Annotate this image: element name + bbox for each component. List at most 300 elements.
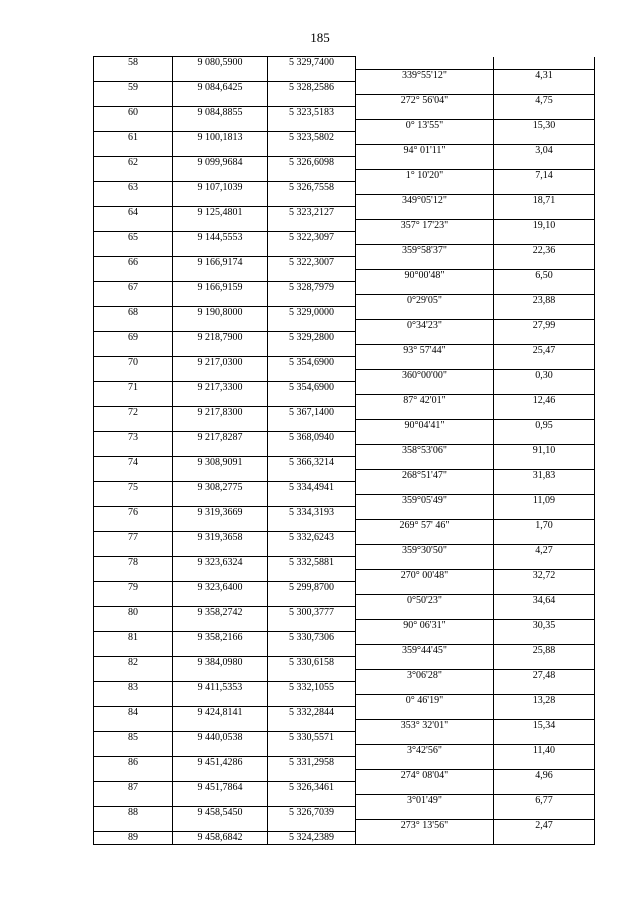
segment-row bbox=[94, 519, 595, 532]
empty-distance-cell bbox=[494, 707, 595, 720]
direction-angle-cell: 90°04'41" bbox=[356, 419, 494, 432]
point-number-cell: 76 bbox=[94, 507, 173, 520]
y-coordinate-cell: 5 334,3193 bbox=[268, 507, 356, 520]
empty-cell bbox=[94, 94, 173, 107]
direction-angle-cell: 93° 57'44" bbox=[356, 344, 494, 357]
empty-cell bbox=[94, 269, 173, 282]
x-coordinate-cell: 9 358,2166 bbox=[173, 632, 268, 645]
empty-cell bbox=[173, 94, 268, 107]
point-number-cell: 80 bbox=[94, 607, 173, 620]
segment-length-cell: 23,88 bbox=[494, 294, 595, 307]
empty-distance-cell bbox=[494, 832, 595, 845]
empty-cell bbox=[268, 344, 356, 357]
x-coordinate-cell: 9 099,9684 bbox=[173, 157, 268, 170]
direction-angle-cell: 359°05'49" bbox=[356, 494, 494, 507]
empty-angle-cell bbox=[356, 557, 494, 570]
segment-row bbox=[94, 94, 595, 107]
empty-cell bbox=[173, 769, 268, 782]
empty-cell bbox=[173, 794, 268, 807]
empty-cell bbox=[94, 369, 173, 382]
segment-length-cell: 7,14 bbox=[494, 169, 595, 182]
segment-row bbox=[94, 694, 595, 707]
empty-cell bbox=[173, 319, 268, 332]
segment-row bbox=[94, 419, 595, 432]
direction-angle-cell: 3°06'28" bbox=[356, 669, 494, 682]
segment-length-cell: 34,64 bbox=[494, 594, 595, 607]
segment-row bbox=[94, 169, 595, 182]
direction-angle-cell: 270° 00'48" bbox=[356, 569, 494, 582]
direction-angle-cell: 273° 13'56" bbox=[356, 819, 494, 832]
empty-cell bbox=[94, 719, 173, 732]
y-coordinate-cell: 5 332,6243 bbox=[268, 532, 356, 545]
empty-cell bbox=[94, 494, 173, 507]
empty-angle-cell bbox=[356, 357, 494, 370]
segment-length-cell: 2,47 bbox=[494, 819, 595, 832]
segment-row bbox=[94, 719, 595, 732]
segment-row bbox=[94, 569, 595, 582]
empty-cell bbox=[94, 619, 173, 632]
empty-cell bbox=[94, 244, 173, 257]
empty-distance-cell bbox=[494, 632, 595, 645]
point-row bbox=[94, 407, 595, 420]
y-coordinate-cell: 5 323,5183 bbox=[268, 107, 356, 120]
point-number-cell: 85 bbox=[94, 732, 173, 745]
empty-cell bbox=[173, 119, 268, 132]
point-number-cell: 87 bbox=[94, 782, 173, 795]
y-coordinate-cell: 5 322,3007 bbox=[268, 257, 356, 270]
empty-cell bbox=[268, 69, 356, 82]
segment-length-cell: 15,34 bbox=[494, 719, 595, 732]
empty-distance-cell bbox=[494, 332, 595, 345]
empty-cell bbox=[268, 169, 356, 182]
empty-angle-cell bbox=[356, 532, 494, 545]
empty-cell bbox=[268, 244, 356, 257]
y-coordinate-cell: 5 354,6900 bbox=[268, 382, 356, 395]
segment-row bbox=[94, 369, 595, 382]
segment-length-cell: 4,31 bbox=[494, 69, 595, 82]
empty-cell bbox=[268, 394, 356, 407]
empty-angle-cell bbox=[356, 57, 494, 70]
empty-cell bbox=[173, 819, 268, 832]
empty-angle-cell bbox=[356, 807, 494, 820]
direction-angle-cell: 90° 06'31" bbox=[356, 619, 494, 632]
point-number-cell: 69 bbox=[94, 332, 173, 345]
direction-angle-cell: 339°55'12" bbox=[356, 69, 494, 82]
empty-angle-cell bbox=[356, 257, 494, 270]
segment-row bbox=[94, 469, 595, 482]
empty-cell bbox=[94, 519, 173, 532]
empty-angle-cell bbox=[356, 382, 494, 395]
empty-cell bbox=[173, 194, 268, 207]
empty-angle-cell bbox=[356, 407, 494, 420]
segment-row bbox=[94, 194, 595, 207]
empty-cell bbox=[173, 219, 268, 232]
point-number-cell: 70 bbox=[94, 357, 173, 370]
x-coordinate-cell: 9 424,8141 bbox=[173, 707, 268, 720]
empty-angle-cell bbox=[356, 757, 494, 770]
point-number-cell: 61 bbox=[94, 132, 173, 145]
empty-angle-cell bbox=[356, 157, 494, 170]
segment-row bbox=[94, 544, 595, 557]
empty-distance-cell bbox=[494, 582, 595, 595]
empty-distance-cell bbox=[494, 232, 595, 245]
point-row bbox=[94, 557, 595, 570]
point-number-cell: 74 bbox=[94, 457, 173, 470]
segment-length-cell: 22,36 bbox=[494, 244, 595, 257]
segment-length-cell: 4,27 bbox=[494, 544, 595, 557]
empty-distance-cell bbox=[494, 307, 595, 320]
direction-angle-cell: 359°58'37" bbox=[356, 244, 494, 257]
empty-angle-cell bbox=[356, 782, 494, 795]
empty-angle-cell bbox=[356, 307, 494, 320]
direction-angle-cell: 360°00'00" bbox=[356, 369, 494, 382]
empty-cell bbox=[173, 694, 268, 707]
x-coordinate-cell: 9 218,7900 bbox=[173, 332, 268, 345]
empty-cell bbox=[94, 569, 173, 582]
point-row bbox=[94, 457, 595, 470]
empty-cell bbox=[94, 294, 173, 307]
y-coordinate-cell: 5 299,8700 bbox=[268, 582, 356, 595]
point-number-cell: 60 bbox=[94, 107, 173, 120]
y-coordinate-cell: 5 300,3777 bbox=[268, 607, 356, 620]
y-coordinate-cell: 5 367,1400 bbox=[268, 407, 356, 420]
empty-cell bbox=[94, 594, 173, 607]
x-coordinate-cell: 9 458,5450 bbox=[173, 807, 268, 820]
point-row bbox=[94, 357, 595, 370]
point-row bbox=[94, 582, 595, 595]
segment-length-cell: 4,75 bbox=[494, 94, 595, 107]
segment-length-cell: 27,99 bbox=[494, 319, 595, 332]
x-coordinate-cell: 9 166,9159 bbox=[173, 282, 268, 295]
empty-angle-cell bbox=[356, 657, 494, 670]
empty-cell bbox=[173, 544, 268, 557]
segment-length-cell: 91,10 bbox=[494, 444, 595, 457]
empty-cell bbox=[268, 719, 356, 732]
empty-cell bbox=[268, 419, 356, 432]
empty-cell bbox=[94, 644, 173, 657]
x-coordinate-cell: 9 451,4286 bbox=[173, 757, 268, 770]
empty-distance-cell bbox=[494, 382, 595, 395]
empty-cell bbox=[268, 669, 356, 682]
segment-row bbox=[94, 744, 595, 757]
empty-distance-cell bbox=[494, 182, 595, 195]
empty-distance-cell bbox=[494, 807, 595, 820]
empty-distance-cell bbox=[494, 782, 595, 795]
y-coordinate-cell: 5 326,7558 bbox=[268, 182, 356, 195]
empty-cell bbox=[94, 344, 173, 357]
empty-cell bbox=[268, 319, 356, 332]
empty-angle-cell bbox=[356, 682, 494, 695]
empty-cell bbox=[268, 494, 356, 507]
empty-cell bbox=[173, 669, 268, 682]
x-coordinate-cell: 9 100,1813 bbox=[173, 132, 268, 145]
empty-cell bbox=[268, 144, 356, 157]
segment-row bbox=[94, 69, 595, 82]
point-row bbox=[94, 807, 595, 820]
empty-cell bbox=[173, 444, 268, 457]
x-coordinate-cell: 9 217,8287 bbox=[173, 432, 268, 445]
empty-angle-cell bbox=[356, 582, 494, 595]
empty-distance-cell bbox=[494, 507, 595, 520]
point-number-cell: 81 bbox=[94, 632, 173, 645]
direction-angle-cell: 3°42'56" bbox=[356, 744, 494, 757]
empty-distance-cell bbox=[494, 257, 595, 270]
y-coordinate-cell: 5 330,7306 bbox=[268, 632, 356, 645]
empty-cell bbox=[268, 794, 356, 807]
empty-cell bbox=[94, 794, 173, 807]
empty-cell bbox=[94, 669, 173, 682]
y-coordinate-cell: 5 326,6098 bbox=[268, 157, 356, 170]
empty-cell bbox=[268, 219, 356, 232]
segment-length-cell: 19,10 bbox=[494, 219, 595, 232]
empty-cell bbox=[268, 119, 356, 132]
segment-row bbox=[94, 294, 595, 307]
empty-cell bbox=[268, 769, 356, 782]
page-number: 185 bbox=[310, 30, 330, 45]
point-row bbox=[94, 682, 595, 695]
segment-length-cell: 12,46 bbox=[494, 394, 595, 407]
segment-row bbox=[94, 344, 595, 357]
empty-angle-cell bbox=[356, 607, 494, 620]
point-number-cell: 59 bbox=[94, 82, 173, 95]
point-number-cell: 84 bbox=[94, 707, 173, 720]
empty-angle-cell bbox=[356, 732, 494, 745]
direction-angle-cell: 357° 17'23" bbox=[356, 219, 494, 232]
empty-angle-cell bbox=[356, 107, 494, 120]
segment-row bbox=[94, 269, 595, 282]
segment-length-cell: 25,88 bbox=[494, 644, 595, 657]
empty-cell bbox=[94, 469, 173, 482]
x-coordinate-cell: 9 358,2742 bbox=[173, 607, 268, 620]
empty-cell bbox=[268, 469, 356, 482]
direction-angle-cell: 358°53'06" bbox=[356, 444, 494, 457]
segment-row bbox=[94, 444, 595, 457]
empty-angle-cell bbox=[356, 482, 494, 495]
segment-row bbox=[94, 394, 595, 407]
empty-angle-cell bbox=[356, 182, 494, 195]
empty-cell bbox=[268, 694, 356, 707]
point-number-cell: 72 bbox=[94, 407, 173, 420]
empty-cell bbox=[94, 169, 173, 182]
segment-length-cell: 6,50 bbox=[494, 269, 595, 282]
x-coordinate-cell: 9 084,8855 bbox=[173, 107, 268, 120]
y-coordinate-cell: 5 368,0940 bbox=[268, 432, 356, 445]
segment-row bbox=[94, 594, 595, 607]
point-number-cell: 71 bbox=[94, 382, 173, 395]
empty-cell bbox=[268, 644, 356, 657]
empty-cell bbox=[94, 444, 173, 457]
segment-row bbox=[94, 119, 595, 132]
segment-length-cell: 1,70 bbox=[494, 519, 595, 532]
empty-distance-cell bbox=[494, 282, 595, 295]
direction-angle-cell: 269° 57' 46" bbox=[356, 519, 494, 532]
direction-angle-cell: 0°34'23" bbox=[356, 319, 494, 332]
point-row bbox=[94, 82, 595, 95]
empty-cell bbox=[268, 294, 356, 307]
y-coordinate-cell: 5 329,2800 bbox=[268, 332, 356, 345]
direction-angle-cell: 87° 42'01" bbox=[356, 394, 494, 407]
segment-length-cell: 13,28 bbox=[494, 694, 595, 707]
empty-angle-cell bbox=[356, 82, 494, 95]
x-coordinate-cell: 9 323,6324 bbox=[173, 557, 268, 570]
x-coordinate-cell: 9 107,1039 bbox=[173, 182, 268, 195]
direction-angle-cell: 3°01'49" bbox=[356, 794, 494, 807]
empty-cell bbox=[173, 719, 268, 732]
empty-cell bbox=[94, 69, 173, 82]
segment-row bbox=[94, 794, 595, 807]
empty-cell bbox=[173, 169, 268, 182]
empty-angle-cell bbox=[356, 207, 494, 220]
x-coordinate-cell: 9 440,0538 bbox=[173, 732, 268, 745]
point-row bbox=[94, 107, 595, 120]
y-coordinate-cell: 5 326,7039 bbox=[268, 807, 356, 820]
empty-cell bbox=[173, 294, 268, 307]
empty-distance-cell bbox=[494, 357, 595, 370]
segment-length-cell: 30,35 bbox=[494, 619, 595, 632]
empty-angle-cell bbox=[356, 432, 494, 445]
point-number-cell: 62 bbox=[94, 157, 173, 170]
segment-row bbox=[94, 669, 595, 682]
segment-length-cell: 0,30 bbox=[494, 369, 595, 382]
point-number-cell: 75 bbox=[94, 482, 173, 495]
y-coordinate-cell: 5 328,2586 bbox=[268, 82, 356, 95]
y-coordinate-cell: 5 332,1055 bbox=[268, 682, 356, 695]
point-number-cell: 65 bbox=[94, 232, 173, 245]
empty-distance-cell bbox=[494, 82, 595, 95]
point-row bbox=[94, 382, 595, 395]
empty-cell bbox=[173, 369, 268, 382]
empty-cell bbox=[94, 769, 173, 782]
point-row bbox=[94, 307, 595, 320]
segment-length-cell: 25,47 bbox=[494, 344, 595, 357]
segment-length-cell: 32,72 bbox=[494, 569, 595, 582]
empty-cell bbox=[173, 644, 268, 657]
empty-cell bbox=[173, 394, 268, 407]
empty-cell bbox=[173, 619, 268, 632]
direction-angle-cell: 0°50'23" bbox=[356, 594, 494, 607]
empty-cell bbox=[94, 544, 173, 557]
empty-cell bbox=[268, 569, 356, 582]
empty-cell bbox=[94, 219, 173, 232]
empty-cell bbox=[268, 819, 356, 832]
point-row bbox=[94, 707, 595, 720]
empty-distance-cell bbox=[494, 407, 595, 420]
x-coordinate-cell: 9 080,5900 bbox=[173, 57, 268, 70]
empty-distance-cell bbox=[494, 657, 595, 670]
x-coordinate-cell: 9 319,3658 bbox=[173, 532, 268, 545]
point-number-cell: 82 bbox=[94, 657, 173, 670]
empty-angle-cell bbox=[356, 707, 494, 720]
empty-cell bbox=[94, 144, 173, 157]
point-row bbox=[94, 257, 595, 270]
point-number-cell: 88 bbox=[94, 807, 173, 820]
segment-length-cell: 0,95 bbox=[494, 419, 595, 432]
empty-cell bbox=[173, 344, 268, 357]
direction-angle-cell: 359°44'45" bbox=[356, 644, 494, 657]
empty-cell bbox=[94, 744, 173, 757]
point-number-cell: 68 bbox=[94, 307, 173, 320]
empty-distance-cell bbox=[494, 157, 595, 170]
segment-row bbox=[94, 494, 595, 507]
empty-distance-cell bbox=[494, 732, 595, 745]
point-row bbox=[94, 282, 595, 295]
y-coordinate-cell: 5 328,7979 bbox=[268, 282, 356, 295]
point-row bbox=[94, 132, 595, 145]
segment-row bbox=[94, 769, 595, 782]
empty-distance-cell bbox=[494, 607, 595, 620]
direction-angle-cell: 1° 10'20" bbox=[356, 169, 494, 182]
segment-length-cell: 3,04 bbox=[494, 144, 595, 157]
point-row bbox=[94, 332, 595, 345]
empty-cell bbox=[268, 619, 356, 632]
empty-distance-cell bbox=[494, 682, 595, 695]
segment-length-cell: 11,40 bbox=[494, 744, 595, 757]
empty-angle-cell bbox=[356, 832, 494, 845]
point-number-cell: 86 bbox=[94, 757, 173, 770]
empty-cell bbox=[268, 744, 356, 757]
point-row bbox=[94, 432, 595, 445]
y-coordinate-cell: 5 323,5802 bbox=[268, 132, 356, 145]
empty-cell bbox=[173, 519, 268, 532]
y-coordinate-cell: 5 326,3461 bbox=[268, 782, 356, 795]
x-coordinate-cell: 9 308,9091 bbox=[173, 457, 268, 470]
empty-cell bbox=[94, 394, 173, 407]
empty-distance-cell bbox=[494, 557, 595, 570]
empty-cell bbox=[173, 494, 268, 507]
empty-cell bbox=[94, 119, 173, 132]
empty-cell bbox=[268, 94, 356, 107]
segment-length-cell: 18,71 bbox=[494, 194, 595, 207]
y-coordinate-cell: 5 332,5881 bbox=[268, 557, 356, 570]
x-coordinate-cell: 9 217,0300 bbox=[173, 357, 268, 370]
point-row bbox=[94, 632, 595, 645]
segment-length-cell: 6,77 bbox=[494, 794, 595, 807]
point-row bbox=[94, 207, 595, 220]
point-number-cell: 78 bbox=[94, 557, 173, 570]
segment-length-cell: 31,83 bbox=[494, 469, 595, 482]
y-coordinate-cell: 5 334,4941 bbox=[268, 482, 356, 495]
y-coordinate-cell: 5 324,2389 bbox=[268, 832, 356, 845]
empty-angle-cell bbox=[356, 232, 494, 245]
point-row bbox=[94, 757, 595, 770]
point-row bbox=[94, 532, 595, 545]
empty-distance-cell bbox=[494, 107, 595, 120]
direction-angle-cell: 0° 46'19" bbox=[356, 694, 494, 707]
x-coordinate-cell: 9 190,8000 bbox=[173, 307, 268, 320]
point-row bbox=[94, 782, 595, 795]
empty-distance-cell bbox=[494, 532, 595, 545]
empty-angle-cell bbox=[356, 332, 494, 345]
segment-row bbox=[94, 144, 595, 157]
point-number-cell: 58 bbox=[94, 57, 173, 70]
empty-distance-cell bbox=[494, 482, 595, 495]
empty-cell bbox=[173, 69, 268, 82]
empty-cell bbox=[173, 244, 268, 257]
empty-distance-cell bbox=[494, 132, 595, 145]
segment-length-cell: 15,30 bbox=[494, 119, 595, 132]
direction-angle-cell: 94° 01'11" bbox=[356, 144, 494, 157]
x-coordinate-cell: 9 319,3669 bbox=[173, 507, 268, 520]
empty-cell bbox=[268, 519, 356, 532]
empty-distance-cell bbox=[494, 432, 595, 445]
table-body bbox=[94, 57, 595, 845]
empty-cell bbox=[94, 319, 173, 332]
y-coordinate-cell: 5 330,5571 bbox=[268, 732, 356, 745]
point-number-cell: 83 bbox=[94, 682, 173, 695]
segment-row bbox=[94, 244, 595, 257]
coordinates-table bbox=[93, 56, 595, 845]
empty-cell bbox=[268, 269, 356, 282]
